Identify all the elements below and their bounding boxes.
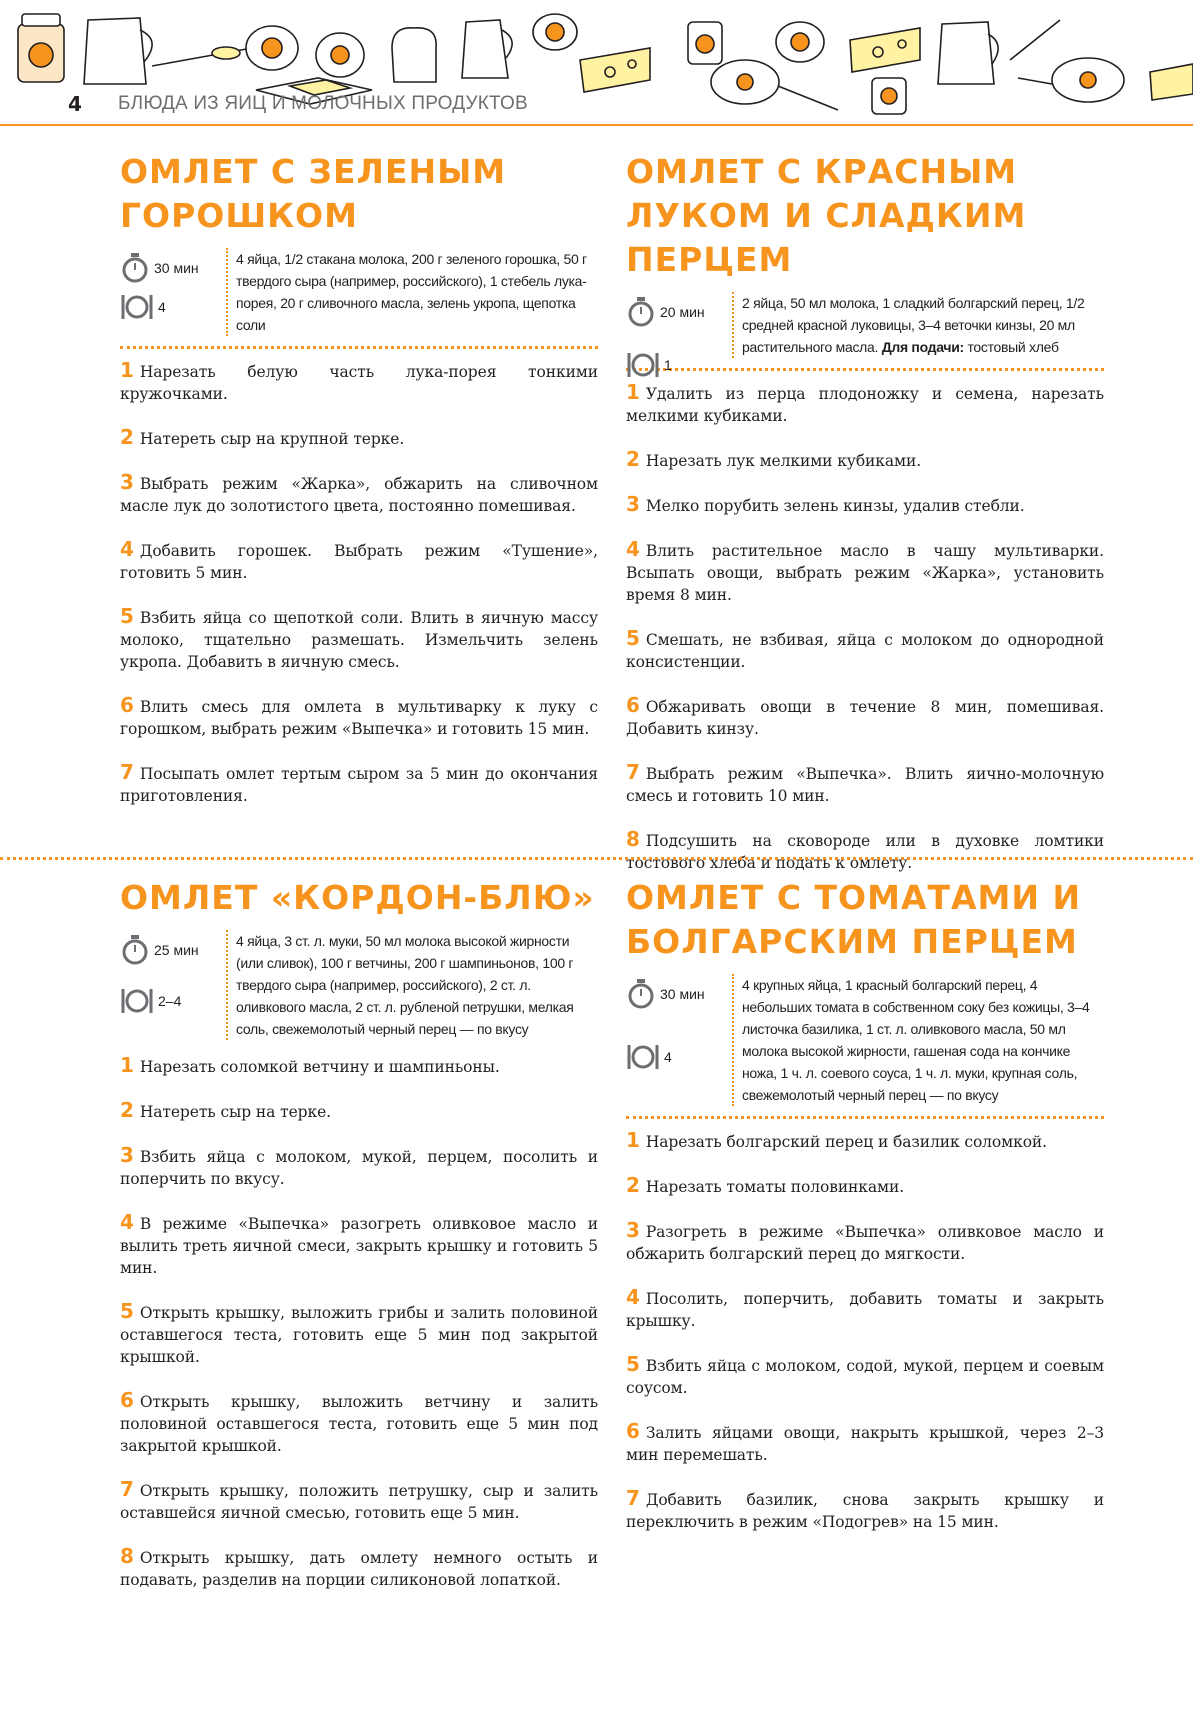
ingredients-text: 4 яйца, 1/2 стакана молока, 200 г зеленого горошка, 50 г твердого сыра (например, российского), 1 стебель лука-порея, 20 г сливочного масла, зелень укропа, щепотка соли: [236, 251, 587, 333]
milk-jug-icon: [84, 18, 152, 84]
section-title: БЛЮДА ИЗ ЯИЦ И МОЛОЧНЫХ ПРОДУКТОВ: [118, 93, 528, 114]
step-number: 5: [120, 604, 134, 628]
step-number: 7: [626, 1486, 640, 1510]
ingredients-text: 4 яйца, 3 ст. л. муки, 50 мл молока высокой жирности (или сливок), 100 г ветчины, 200 г шампиньонов, 100 г твердого сыра (например, российского), 2 ст. л. оливкового масла, 2 ст. л. рубленой петрушки, мелкая соль, свежемолотый черный перец — по вкусу: [236, 933, 574, 1037]
step-text: Посолить, поперчить, добавить томаты и закрыть крышку.: [626, 1290, 1104, 1330]
servings-value: 4: [664, 1049, 672, 1065]
header-divider: [0, 124, 1193, 126]
recipe-step: [120, 1300, 598, 1368]
stopwatch-icon: [626, 296, 656, 328]
recipe-meta: [626, 974, 1104, 1106]
step-number: 2: [120, 425, 134, 449]
milk-jug-icon: [938, 22, 998, 84]
recipe-meta: [626, 292, 1104, 373]
recipe-step: [626, 381, 1104, 427]
recipe-card: [120, 150, 598, 828]
step-text: В режиме «Выпечка» разогреть оливковое масло и вылить треть яичной смеси, закрыть крышку и готовить 5 мин.: [120, 1215, 598, 1277]
recipe-title: ОМЛЕТ С ТОМАТАМИ И БОЛГАРСКИМ ПЕРЦЕМ: [626, 878, 1082, 961]
step-text: Открыть крышку, выложить грибы и залить половиной оставшегося теста, готовить еще 5 мин под закрытой крышкой.: [120, 1304, 598, 1366]
ingredients-text: 4 крупных яйца, 1 красный болгарский перец, 4 небольших томата в собственном соку без кожицы, 3–4 листочка базилика, 1 ст. л. оливкового масла, 50 мл молока высокой жирности, гашеная сода на кончике ножа, 1 ч. л. соевого соуса, 1 ч. л. муки, крупная соль, свежемолотый черный перец — по вкусу: [742, 977, 1090, 1103]
fried-egg-icon: [246, 26, 298, 70]
recipe-step: [120, 1545, 598, 1591]
time-info: [626, 296, 705, 328]
time-value: 30 мин: [660, 986, 705, 1002]
recipe-step: [120, 1054, 598, 1078]
step-number: 6: [120, 693, 134, 717]
frying-pan-icon: [1018, 58, 1124, 102]
step-text: Посыпать омлет тертым сыром за 5 мин до окончания приготовления.: [120, 765, 598, 805]
plate-cutlery-icon: [120, 986, 154, 1016]
step-text: Обжаривать овощи в течение 8 мин, помешивая. Добавить кинзу.: [626, 698, 1104, 738]
step-number: 6: [120, 1388, 134, 1412]
recipe-step: [120, 1478, 598, 1524]
step-number: 6: [626, 1419, 640, 1443]
step-text: Открыть крышку, выложить ветчину и залить половиной оставшегося теста, готовить еще 5 мин под закрытой крышкой.: [120, 1393, 598, 1455]
step-text: Нарезать лук мелкими кубиками.: [645, 452, 922, 470]
jam-jar-icon: [688, 22, 722, 64]
step-number: 8: [626, 827, 640, 851]
serving-label: Для подачи:: [881, 339, 964, 355]
time-info: [626, 978, 705, 1010]
step-text: Натереть сыр на крупной терке.: [139, 430, 405, 448]
recipe-step: [626, 828, 1104, 874]
step-text: Открыть крышку, положить петрушку, сыр и залить оставшейся яичной смесью, готовить еще 5 мин.: [120, 1482, 598, 1522]
time-info: [120, 934, 199, 966]
stopwatch-icon: [120, 252, 150, 284]
recipe-meta: [120, 248, 598, 336]
page-divider: [0, 857, 1193, 860]
time-value: 30 мин: [154, 260, 199, 276]
ingredients-text: 2 яйца, 50 мл молока, 1 сладкий болгарский перец, 1/2 средней красной луковицы, 3–4 веточки кинзы, 20 мл растительного масла.: [742, 295, 1085, 355]
step-number: 4: [120, 537, 134, 561]
cheese-icon: [1150, 64, 1193, 100]
step-text: Удалить из перца плодоножку и семена, нарезать мелкими кубиками.: [626, 385, 1104, 425]
step-number: 3: [626, 492, 640, 516]
time-value: 25 мин: [154, 942, 199, 958]
section-divider: [120, 346, 598, 349]
step-text: Добавить горошек. Выбрать режим «Тушение», готовить 5 мин.: [120, 542, 598, 582]
step-text: Нарезать белую часть лука-порея тонкими кружочками.: [120, 363, 598, 403]
cheese-icon: [850, 28, 920, 72]
step-number: 3: [626, 1218, 640, 1242]
ingredients-list: [732, 292, 1104, 358]
step-number: 3: [120, 470, 134, 494]
recipe-step: [626, 1420, 1104, 1466]
recipe-step: [626, 694, 1104, 740]
recipe-step: [120, 471, 598, 517]
recipe-step: [626, 1353, 1104, 1399]
step-text: Разогреть в режиме «Выпечка» оливковое масло и обжарить болгарский перец до мягкости.: [626, 1223, 1104, 1263]
step-number: 4: [120, 1210, 134, 1234]
recipe-step: [626, 1487, 1104, 1533]
recipe-step: [626, 538, 1104, 606]
recipe-step: [120, 694, 598, 740]
servings-info: [626, 1042, 672, 1072]
recipe-step: [626, 1286, 1104, 1332]
recipe-title: ОМЛЕТ С ЗЕЛЕНЫМ ГОРОШКОМ: [120, 152, 507, 235]
step-text: Нарезать томаты половинками.: [645, 1178, 905, 1196]
fried-egg-icon: [776, 22, 824, 62]
step-list: [626, 1129, 1104, 1533]
step-text: Влить растительное масло в чашу мультиварки. Всыпать овощи, выбрать режим «Жарка», установить время 8 мин.: [626, 542, 1104, 604]
step-number: 3: [120, 1143, 134, 1167]
recipe-step: [626, 1129, 1104, 1153]
plate-cutlery-icon: [120, 292, 154, 322]
recipe-step: [120, 761, 598, 807]
step-text: Подсушить на сковороде или в духовке ломтики тостового хлеба и подать к омлету.: [626, 832, 1104, 872]
step-list: [626, 381, 1104, 874]
recipe-step: [626, 448, 1104, 472]
step-text: Добавить базилик, снова закрыть крышку и переключить в режим «Подогрев» на 15 мин.: [626, 1491, 1104, 1531]
step-number: 5: [120, 1299, 134, 1323]
frying-pan-icon: [711, 60, 838, 110]
plate-cutlery-icon: [626, 350, 660, 380]
step-number: 2: [626, 1173, 640, 1197]
recipe-step: [626, 1174, 1104, 1198]
recipe-step: [626, 493, 1104, 517]
recipe-meta: [120, 930, 598, 1040]
step-number: 4: [626, 1285, 640, 1309]
step-list: [120, 359, 598, 807]
serving-text: тостовый хлеб: [967, 339, 1059, 355]
step-list: [120, 1054, 598, 1591]
jam-jar-icon: [18, 14, 64, 82]
time-info: [120, 252, 199, 284]
step-text: Выбрать режим «Жарка», обжарить на сливочном масле лук до золотистого цвета, постоянно помешивая.: [120, 475, 598, 515]
step-text: Нарезать болгарский перец и базилик соломкой.: [645, 1133, 1047, 1151]
cheese-icon: [580, 48, 650, 92]
fried-egg-icon: [316, 33, 364, 77]
servings-value: 2–4: [158, 993, 182, 1009]
step-text: Взбить яйца с молоком, мукой, перцем, посолить и поперчить по вкусу.: [120, 1148, 598, 1188]
servings-value: 4: [158, 299, 166, 315]
stopwatch-icon: [626, 978, 656, 1010]
step-number: 7: [626, 760, 640, 784]
plate-cutlery-icon: [626, 1042, 660, 1072]
step-number: 2: [626, 447, 640, 471]
section-divider: [626, 1116, 1104, 1119]
recipe-step: [626, 761, 1104, 807]
step-text: Взбить яйца с молоком, содой, мукой, перцем и соевым соусом.: [626, 1357, 1104, 1397]
recipe-title: ОМЛЕТ С КРАСНЫМ ЛУКОМ И СЛАДКИМ ПЕРЦЕМ: [626, 152, 1027, 279]
recipe-step: [626, 1219, 1104, 1265]
step-number: 4: [626, 537, 640, 561]
servings-info: [120, 986, 181, 1016]
ingredients-list: [226, 930, 598, 1040]
step-number: 2: [120, 1098, 134, 1122]
step-text: Смешать, не взбивая, яйца с молоком до однородной консистенции.: [626, 631, 1104, 671]
ingredients-list: [732, 974, 1104, 1106]
step-text: Выбрать режим «Выпечка». Влить яично-молочную смесь и готовить 10 мин.: [626, 765, 1104, 805]
recipe-card: [120, 876, 598, 1612]
step-number: 7: [120, 1477, 134, 1501]
step-text: Мелко порубить зелень кинзы, удалив стебли.: [645, 497, 1025, 515]
butter-knife-icon: [152, 47, 252, 66]
step-number: 5: [626, 1352, 640, 1376]
step-number: 1: [120, 358, 134, 382]
step-text: Открыть крышку, дать омлету немного остыть и подавать, разделив на порции силиконовой лопаткой.: [120, 1549, 598, 1589]
page-number: 4: [68, 92, 82, 116]
servings-info: [120, 292, 166, 322]
recipe-step: [120, 1144, 598, 1190]
recipe-card: [626, 150, 1104, 895]
recipe-step: [120, 359, 598, 405]
step-number: 1: [120, 1053, 134, 1077]
ingredients-list: [226, 248, 598, 336]
step-text: Взбить яйца со щепоткой соли. Влить в яичную массу молоко, тщательно размешать. Измельчить зелень укропа. Добавить в яичную смесь.: [120, 609, 598, 671]
recipe-step: [120, 538, 598, 584]
step-text: Натереть сыр на терке.: [139, 1103, 331, 1121]
servings-value: 1: [664, 357, 672, 373]
recipe-step: [626, 627, 1104, 673]
step-number: 1: [626, 380, 640, 404]
recipe-card: [626, 876, 1104, 1554]
step-text: Влить смесь для омлета в мультиварку к луку с горошком, выбрать режим «Выпечка» и готовить 15 мин.: [120, 698, 598, 738]
step-number: 7: [120, 760, 134, 784]
step-number: 8: [120, 1544, 134, 1568]
step-number: 6: [626, 693, 640, 717]
butter-knife-icon: [1010, 20, 1060, 60]
step-text: Нарезать соломкой ветчину и шампиньоны.: [139, 1058, 500, 1076]
recipe-title: ОМЛЕТ «КОРДОН-БЛЮ»: [120, 878, 595, 917]
fried-egg-icon: [533, 14, 577, 50]
milk-pitcher-icon: [462, 20, 512, 78]
recipe-step: [120, 426, 598, 450]
recipe-step: [120, 1099, 598, 1123]
section-divider: [626, 368, 1104, 371]
jam-jar-icon: [872, 78, 906, 114]
step-text: Залить яйцами овощи, накрыть крышкой, через 2–3 мин перемешать.: [626, 1424, 1104, 1464]
recipe-step: [120, 1211, 598, 1279]
recipe-step: [120, 1389, 598, 1457]
stopwatch-icon: [120, 934, 150, 966]
recipe-step: [120, 605, 598, 673]
servings-info: [626, 350, 672, 380]
step-number: 5: [626, 626, 640, 650]
time-value: 20 мин: [660, 304, 705, 320]
step-number: 1: [626, 1128, 640, 1152]
bread-icon: [392, 28, 436, 82]
